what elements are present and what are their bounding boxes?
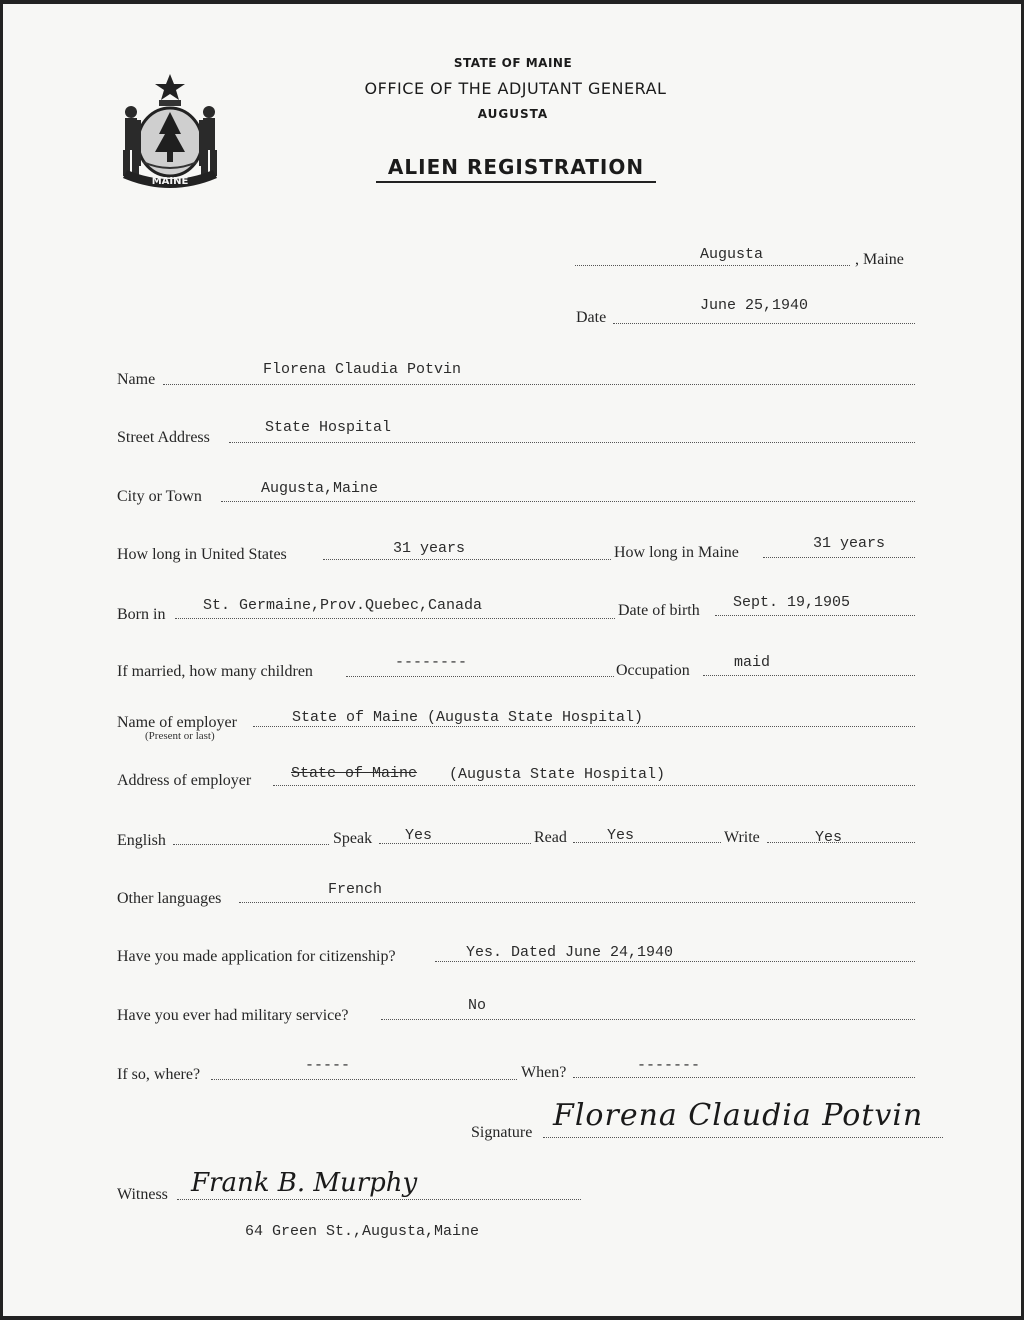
signature-label: Signature	[471, 1124, 533, 1141]
witness-label: Witness	[117, 1186, 168, 1203]
street-dots	[229, 442, 915, 443]
read-label: Read	[534, 829, 567, 846]
street-label: Street Address	[117, 429, 210, 446]
how-long-maine-label: How long in Maine	[614, 544, 739, 561]
where-dots	[211, 1079, 517, 1080]
military-label: Have you ever had military service?	[117, 1007, 349, 1024]
read-value: Yes	[607, 827, 635, 844]
how-long-maine-dots	[763, 557, 915, 558]
page-title: ALIEN REGISTRATION	[387, 155, 645, 179]
citizenship-label: Have you made application for citizenship?	[117, 948, 396, 965]
when-label: When?	[521, 1064, 567, 1081]
how-long-us-label: How long in United States	[117, 546, 287, 563]
title-underline	[376, 181, 656, 183]
place-value: Augusta	[700, 246, 764, 263]
how-long-maine-value: 31 years	[813, 535, 886, 552]
witness-address: 64 Green St.,Augusta,Maine	[245, 1223, 480, 1240]
born-in-dots	[175, 618, 615, 619]
children-value: --------	[395, 654, 468, 671]
citizenship-dots	[435, 961, 915, 962]
witness-dots	[177, 1199, 581, 1200]
signature-value: Florena Claudia Potvin	[553, 1098, 924, 1133]
header-city: AUGUSTA	[477, 107, 549, 121]
when-value: -------	[637, 1057, 701, 1074]
other-languages-value: French	[328, 881, 383, 898]
where-value: -----	[305, 1057, 351, 1074]
date-dots	[613, 323, 915, 324]
how-long-us-value: 31 years	[393, 540, 466, 557]
english-dots	[173, 844, 329, 845]
dob-dots	[715, 615, 915, 616]
write-label: Write	[724, 829, 760, 846]
city-value: Augusta,Maine	[261, 480, 379, 497]
write-value: Yes	[815, 829, 843, 846]
military-value: No	[468, 997, 487, 1014]
name-value: Florena Claudia Potvin	[263, 361, 462, 378]
born-in-value: St. Germaine,Prov.Quebec,Canada	[203, 597, 483, 614]
witness-signature: Frank B. Murphy	[191, 1168, 418, 1198]
occupation-dots	[703, 675, 915, 676]
other-languages-label: Other languages	[117, 890, 222, 907]
where-label: If so, where?	[117, 1066, 201, 1083]
signature-dots	[543, 1137, 943, 1138]
name-dots	[163, 384, 915, 385]
dob-value: Sept. 19,1905	[733, 594, 851, 611]
date-label: Date	[576, 309, 607, 326]
military-dots	[381, 1019, 915, 1020]
city-label: City or Town	[117, 488, 202, 505]
speak-dots	[379, 843, 531, 844]
street-value: State Hospital	[265, 419, 392, 436]
employer-address-label: Address of employer	[117, 772, 252, 789]
how-long-us-dots	[323, 559, 611, 560]
employer-name-label: Name of employer	[117, 714, 237, 731]
speak-label: Speak	[333, 830, 373, 847]
english-label: English	[117, 832, 166, 849]
children-dots	[346, 676, 614, 677]
employer-address-struck-value: State of Maine	[291, 765, 418, 782]
date-value: June 25,1940	[700, 297, 809, 314]
employer-address-dots	[273, 785, 915, 786]
speak-value: Yes	[405, 827, 433, 844]
occupation-value: maid	[734, 654, 771, 671]
employer-name-value: State of Maine (Augusta State Hospital)	[292, 709, 644, 726]
city-dots	[221, 501, 915, 502]
citizenship-value: Yes. Dated June 24,1940	[466, 944, 674, 961]
born-in-label: Born in	[117, 606, 166, 623]
name-label: Name	[117, 371, 156, 388]
header-state: STATE OF MAINE	[453, 56, 573, 70]
children-label: If married, how many children	[117, 663, 313, 680]
dob-label: Date of birth	[618, 602, 700, 619]
when-dots	[573, 1077, 915, 1078]
occupation-label: Occupation	[616, 662, 690, 679]
read-dots	[573, 842, 721, 843]
employer-name-sublabel: (Present or last)	[145, 730, 215, 742]
employer-name-dots	[253, 726, 915, 727]
employer-address-value: (Augusta State Hospital)	[449, 766, 666, 783]
other-languages-dots	[239, 902, 915, 903]
header-office: OFFICE OF THE ADJUTANT GENERAL	[364, 79, 667, 98]
maine-state-seal-icon	[115, 70, 225, 196]
place-dots	[575, 265, 850, 266]
seal-banner-text: MAINE	[151, 176, 189, 187]
place-suffix: , Maine	[855, 251, 904, 268]
